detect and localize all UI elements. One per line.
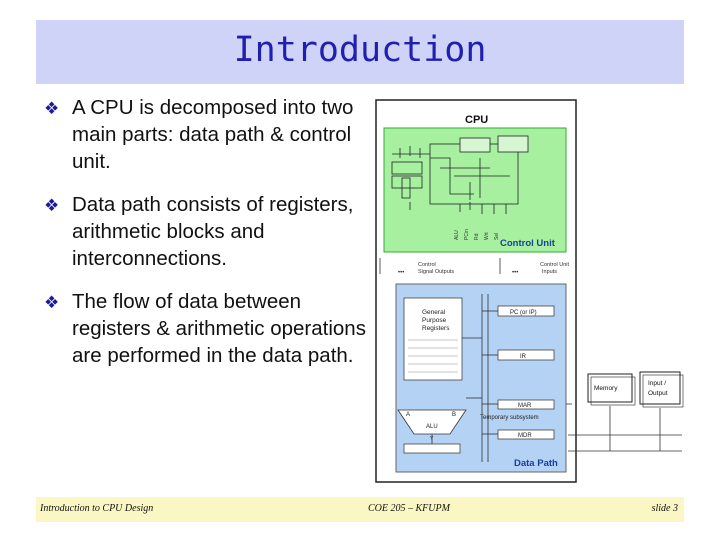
bullet-text: A CPU is decomposed into two main parts: data path & control unit.	[72, 96, 354, 173]
control-signal-label: Signal Outputs	[418, 269, 455, 275]
control-signal-label: Control	[418, 262, 436, 268]
ir-label: IR	[520, 354, 526, 360]
alu-input-a: A	[406, 412, 411, 418]
bullet-item	[44, 191, 374, 272]
title-bar	[36, 20, 684, 84]
control-inputs-label: Control Unit	[540, 262, 570, 268]
pc-label: PC (or IP)	[510, 310, 537, 316]
bullet-item	[44, 288, 374, 369]
footer-slide-number: slide 3	[651, 503, 678, 514]
cpu-label: CPU	[465, 114, 489, 126]
gpr-label: General	[422, 309, 446, 316]
ellipsis-icon: •••	[512, 270, 519, 276]
control-inputs-label: Inputs	[542, 269, 557, 275]
cpu-diagram	[370, 98, 686, 486]
control-line-label: Rd	[474, 233, 480, 240]
gpr-label: Registers	[422, 325, 450, 332]
control-line-label: Sel	[494, 232, 500, 240]
mar-label: MAR	[518, 403, 532, 409]
bullet-text: The flow of data between registers & arithmetic operations are performed in the data path.	[72, 290, 366, 367]
alu-label: ALU	[426, 424, 438, 430]
alu-result-register	[404, 444, 460, 453]
diamond-bullet-icon: ❖	[44, 99, 60, 118]
system-bus	[566, 404, 682, 451]
alu-input-b: B	[452, 412, 457, 418]
bullet-item	[44, 94, 374, 175]
control-line-label: ALU	[454, 230, 460, 240]
diamond-bullet-icon: ❖	[44, 293, 60, 312]
gpr-label: Purpose	[422, 317, 447, 324]
footer-bar	[36, 497, 684, 522]
footer-course-title: Introduction to CPU Design	[40, 503, 154, 514]
data-path-label: Data Path	[514, 458, 558, 469]
slide-title: Introduction	[233, 30, 487, 70]
control-line-label: Wrt	[484, 232, 490, 240]
io-block	[640, 372, 680, 404]
bullet-text: Data path consists of registers, arithmetic blocks and interconnections.	[72, 193, 354, 270]
mdr-label: MDR	[518, 433, 532, 439]
bullet-list	[44, 94, 374, 385]
control-unit-label: Control Unit	[500, 238, 555, 249]
diamond-bullet-icon: ❖	[44, 196, 60, 215]
alu-output-y: Y	[430, 436, 434, 442]
footer-course-code: COE 205 – KFUPM	[368, 503, 450, 514]
io-label: Input /	[648, 380, 667, 387]
control-line-label: PCin	[464, 229, 470, 240]
temp-subsystem-label: Temporary subsystem	[480, 415, 539, 421]
ellipsis-icon: •••	[398, 270, 405, 276]
memory-label: Memory	[594, 385, 618, 392]
io-label: Output	[648, 390, 668, 397]
ir-register	[498, 350, 554, 360]
